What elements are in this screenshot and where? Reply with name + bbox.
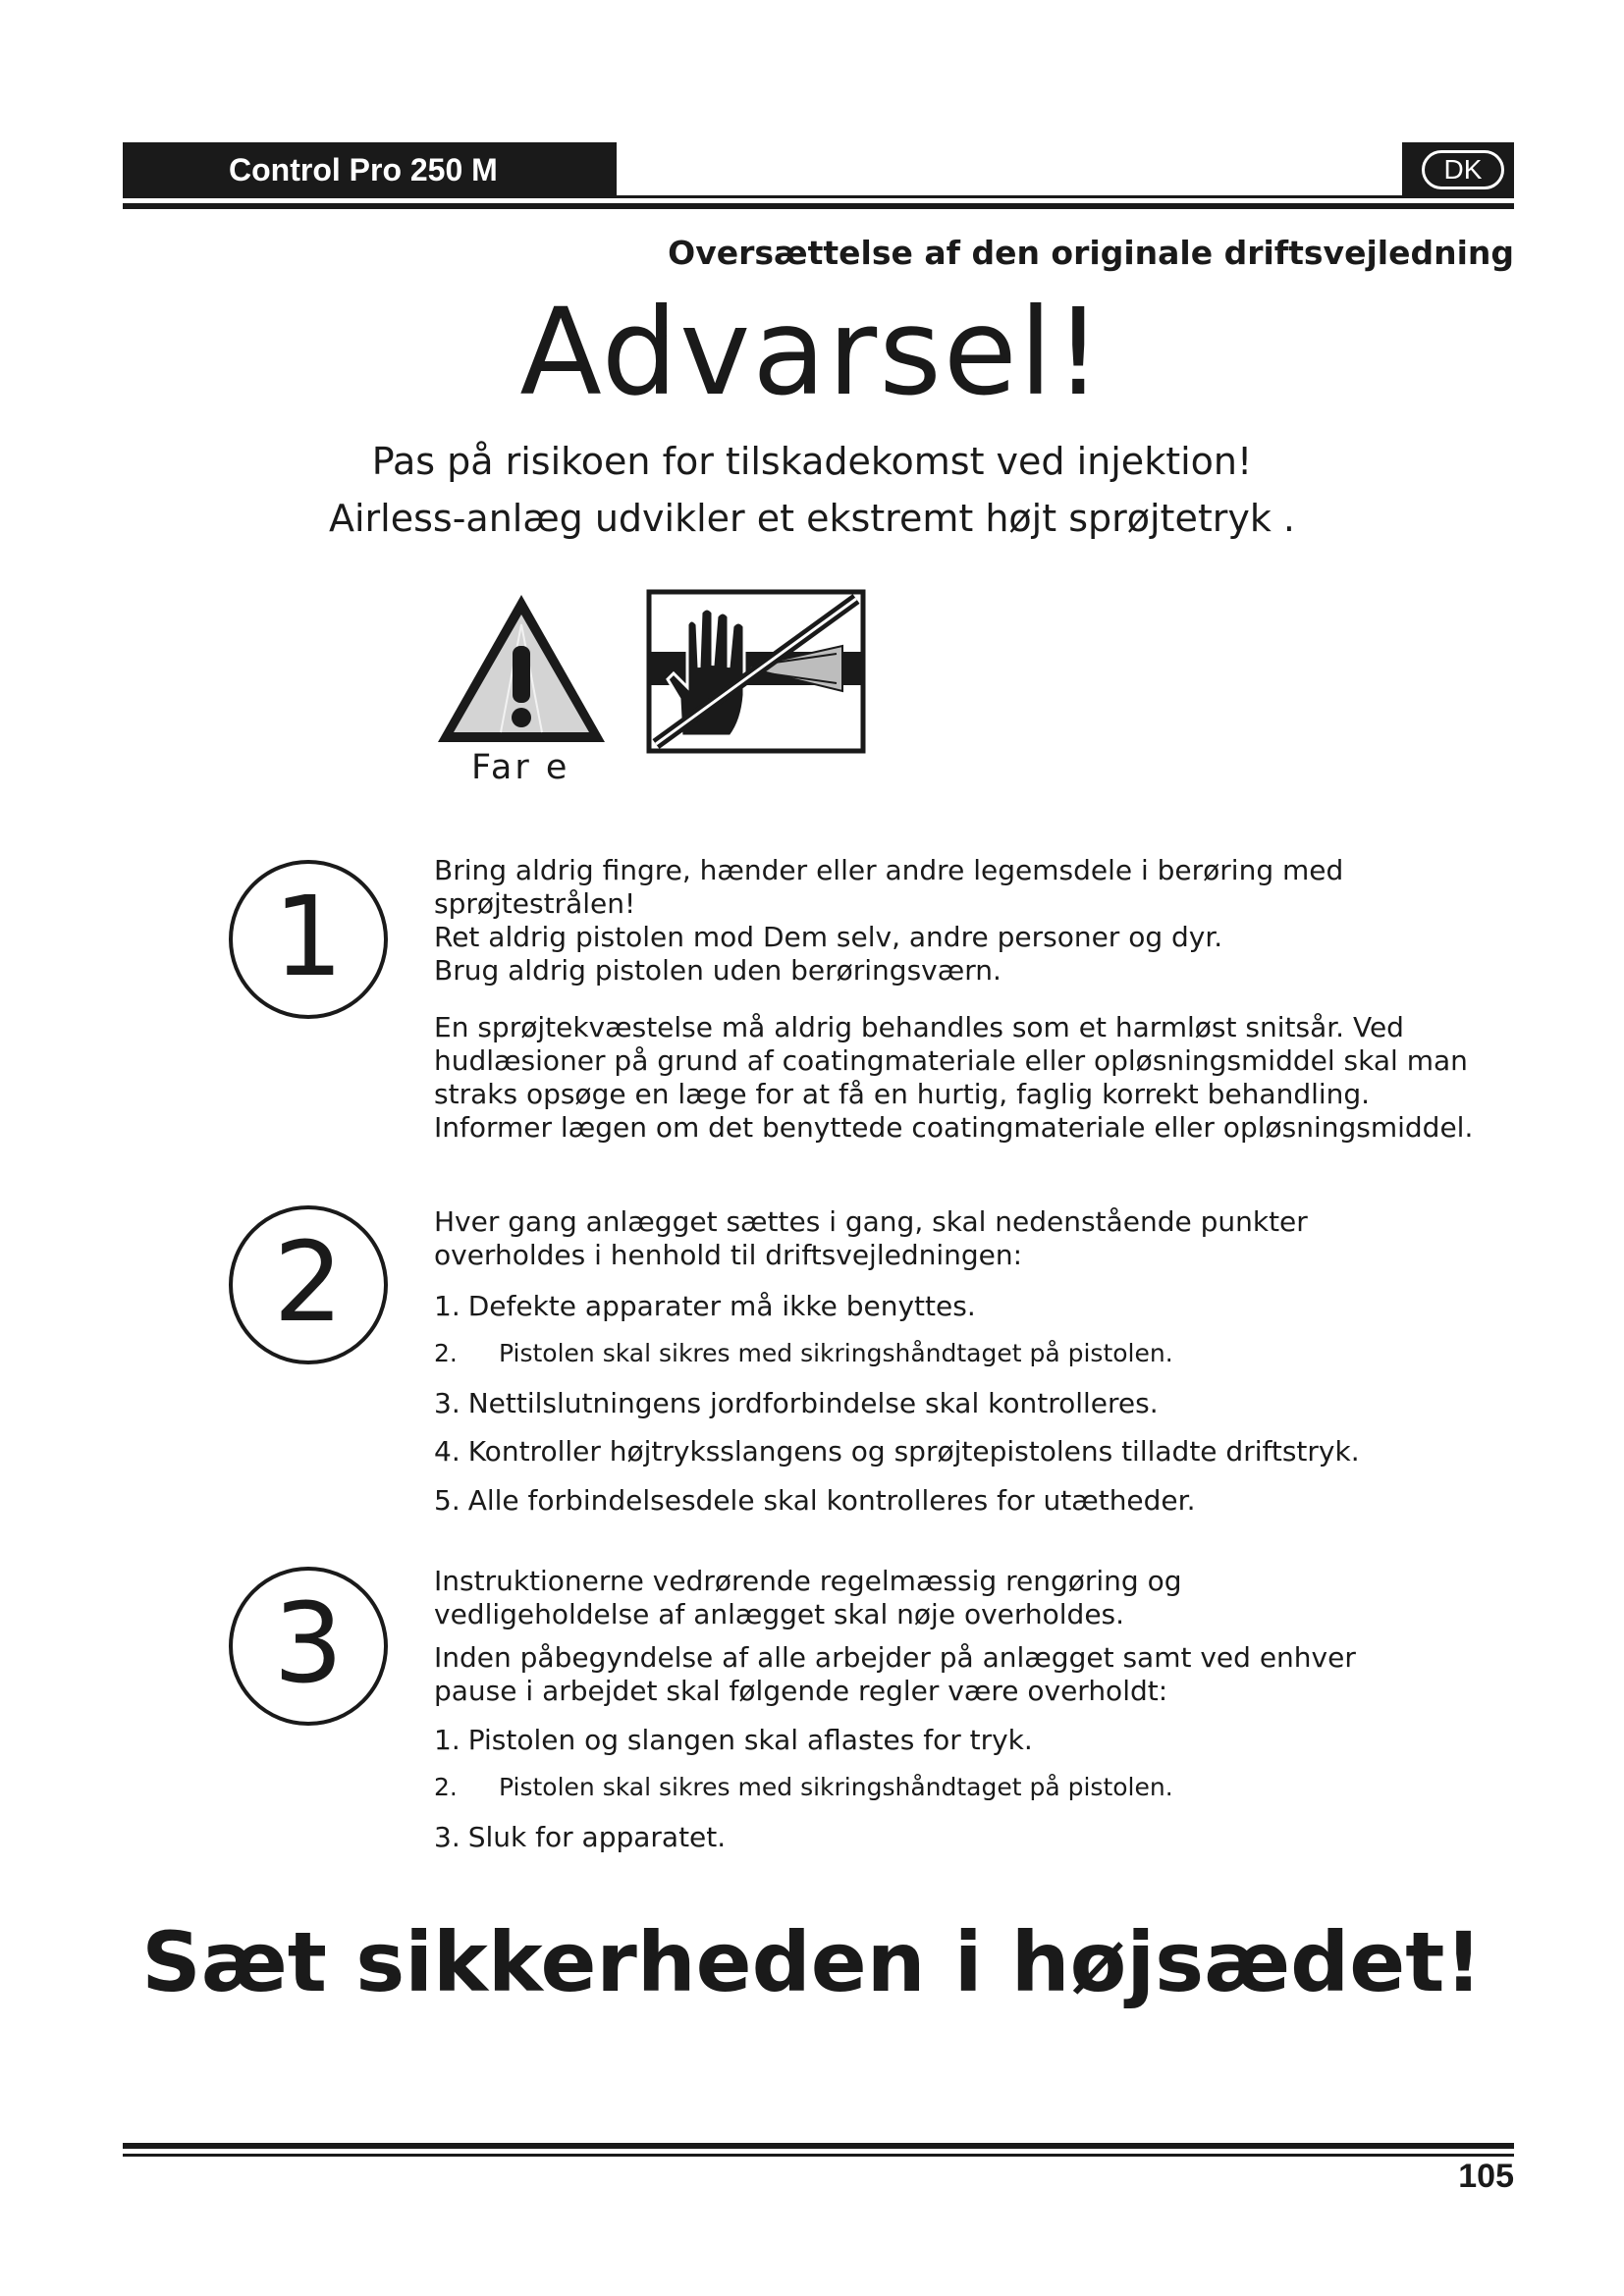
section-1-line: Bring aldrig fingre, hænder eller andre legemsdele i berøring med (434, 854, 1344, 886)
section-2-line: Hver gang anlægget sættes i gang, skal nedenstående punkter (434, 1205, 1308, 1238)
document-subtitle: Oversættelse af den originale driftsvejledning (668, 234, 1514, 272)
section-3-intro (434, 1565, 1524, 1708)
footer-rule-thick (123, 2143, 1514, 2149)
list-item: 3. Nettilslutningens jordforbindelse skal kontrolleres. (434, 1387, 1159, 1419)
list-item: 1. Pistolen og slangen skal aflastes for tryk. (434, 1724, 1033, 1756)
section-3-line: vedligeholdelse af anlægget skal nøje overholdes. (434, 1598, 1125, 1630)
language-badge: DK (1422, 150, 1504, 189)
section-1-number: 1 (229, 860, 388, 1019)
section-1-line: straks opsøge en læge for at få en hurtig, faglig korrekt behandling. (434, 1078, 1371, 1110)
section-1-line: sprøjtestrålen! (434, 887, 636, 920)
no-hand-in-spray-icon (646, 589, 866, 754)
section-2-line: overholdes i henhold til driftsvejledningen: (434, 1239, 1023, 1271)
section-2-intro (434, 1205, 1524, 1272)
section-1-line: hudlæsioner på grund af coatingmateriale eller opløsningsmiddel skal man (434, 1044, 1468, 1077)
page-number: 105 (1458, 2158, 1514, 2195)
list-item: 2. Pistolen skal sikres med sikringshåndtaget på pistolen. (434, 1773, 1173, 1801)
section-1-text (434, 854, 1524, 1145)
list-item: 2. Pistolen skal sikres med sikringshåndtaget på pistolen. (434, 1339, 1173, 1367)
section-2-number: 2 (229, 1205, 388, 1364)
list-item: 3. Sluk for apparatet. (434, 1821, 727, 1853)
section-3-line: Instruktionerne vedrørende regelmæssig rengøring og (434, 1565, 1182, 1597)
section-1-line: En sprøjtekvæstelse må aldrig behandles som et harmløst snitsår. Ved (434, 1011, 1404, 1043)
lead-line-2: Airless-anlæg udvikler et ekstremt højt sprøjtetryk . (328, 497, 1296, 540)
list-item: 5. Alle forbindelsesdele skal kontrolleres for utætheder. (434, 1484, 1196, 1517)
header-rule-thin (123, 195, 1514, 198)
list-item: 4. Kontroller højtryksslangens og sprøjtepistolens tilladte driftstryk. (434, 1435, 1360, 1468)
section-1-line: Brug aldrig pistolen uden berøringsværn. (434, 954, 1001, 987)
danger-label: Far e (471, 748, 570, 787)
section-3-line: pause i arbejdet skal følgende regler være overholdt: (434, 1675, 1168, 1707)
lead-line-1: Pas på risikoen for tilskadekomst ved injektion! (371, 440, 1253, 483)
safety-slogan: Sæt sikkerheden i højsædet! (141, 1914, 1483, 2010)
header-rule-thick (123, 203, 1514, 209)
footer-rule-thin (123, 2154, 1514, 2157)
product-name: Control Pro 250 M (229, 152, 498, 187)
warning-triangle-icon (432, 589, 611, 748)
section-1-line: Ret aldrig pistolen mod Dem selv, andre personer og dyr. (434, 921, 1223, 953)
section-1-line: Informer lægen om det benyttede coatingmateriale eller opløsningsmiddel. (434, 1111, 1474, 1144)
section-3-line: Inden påbegyndelse af alle arbejder på anlægget samt ved enhver (434, 1641, 1356, 1674)
warning-headline: Advarsel! (519, 283, 1105, 422)
list-item: 1. Defekte apparater må ikke benyttes. (434, 1290, 976, 1322)
section-3-number: 3 (229, 1567, 388, 1726)
